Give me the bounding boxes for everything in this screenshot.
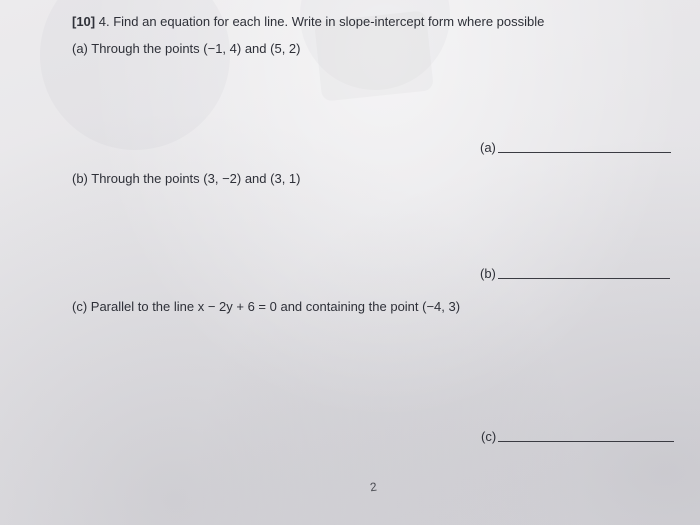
- answer-a-line[interactable]: [498, 152, 671, 153]
- page-number: 2: [369, 479, 378, 495]
- answer-c-line[interactable]: [498, 441, 674, 442]
- answer-a-field[interactable]: [480, 140, 671, 156]
- question-prompt: 4. Find an equation for each line. Write in slope-intercept form where possible: [98, 14, 545, 29]
- answer-b-label: (b): [480, 266, 496, 281]
- part-b-prompt: (b) Through the points (3, −2) and (3, 1): [72, 171, 301, 186]
- answer-a-label: (a): [480, 140, 496, 155]
- part-a-prompt: (a) Through the points (−1, 4) and (5, 2): [72, 41, 301, 56]
- answer-b-field[interactable]: [480, 266, 670, 282]
- question-header: [72, 14, 544, 30]
- part-c-prompt: (c) Parallel to the line x − 2y + 6 = 0 and containing the point (−4, 3): [72, 299, 461, 314]
- answer-b-line[interactable]: [498, 278, 670, 279]
- answer-c-field[interactable]: [481, 429, 674, 445]
- question-points: [10]: [72, 14, 96, 29]
- answer-c-label: (c): [481, 429, 497, 444]
